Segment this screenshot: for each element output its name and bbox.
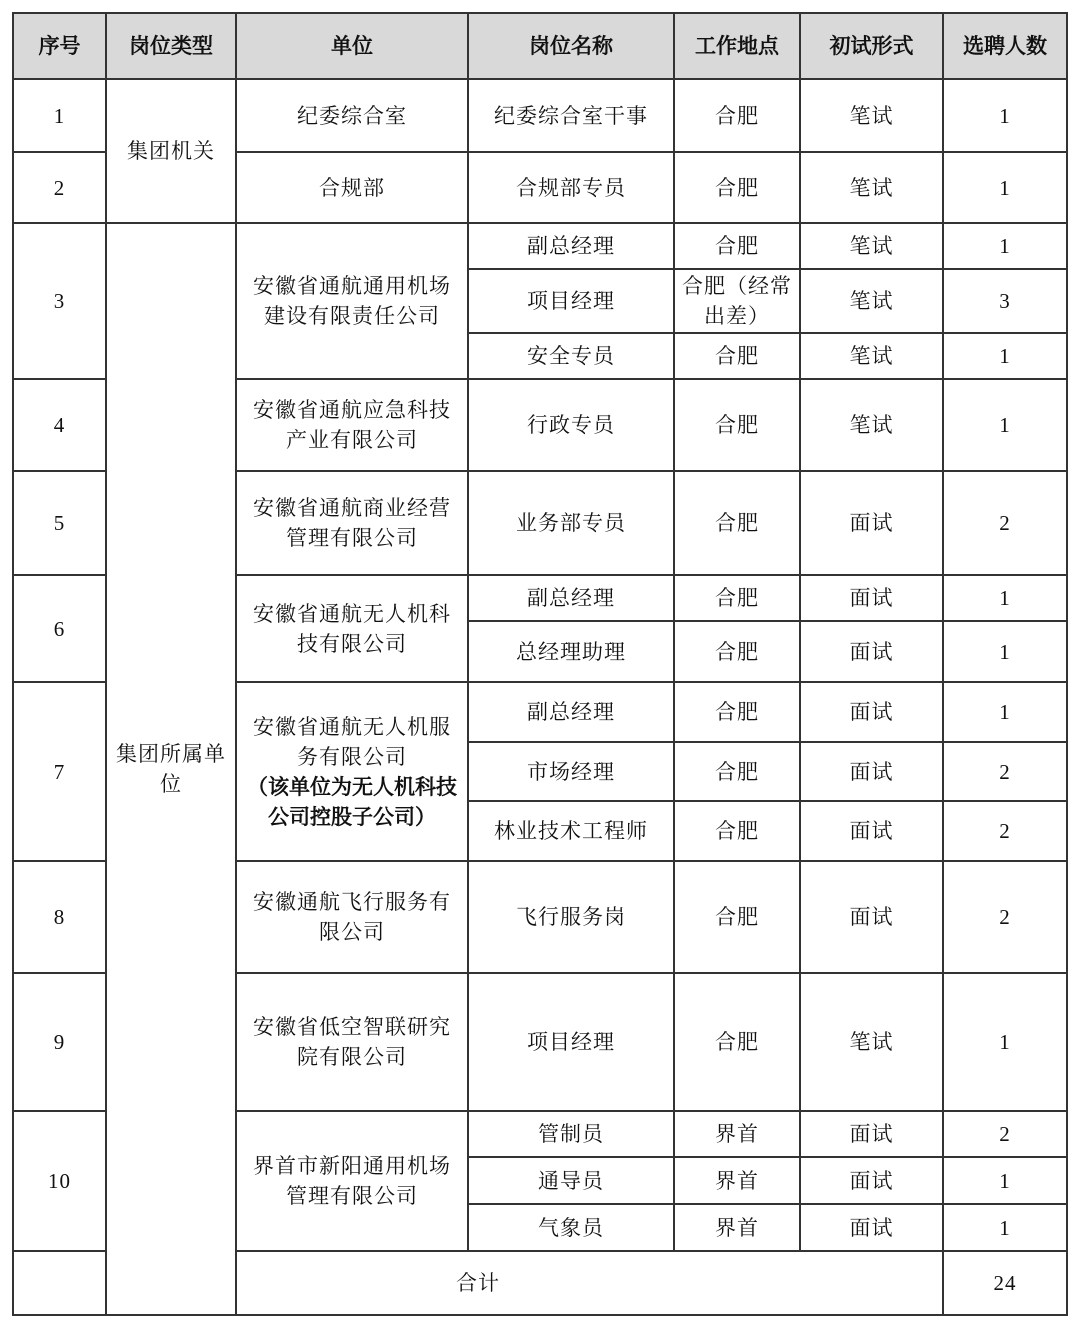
unit-cell bbox=[236, 682, 468, 861]
location-cell: 合肥 bbox=[674, 575, 800, 621]
unit-cell: 安徽省通航应急科技产业有限公司 bbox=[236, 379, 468, 471]
seq-cell: 3 bbox=[13, 223, 106, 379]
total-row bbox=[13, 1251, 1067, 1315]
seq-cell: 1 bbox=[13, 79, 106, 152]
location-cell: 合肥 bbox=[674, 379, 800, 471]
header-unit: 单位 bbox=[236, 13, 468, 79]
total-label: 合计 bbox=[13, 1251, 943, 1315]
location-cell: 合肥 bbox=[674, 621, 800, 682]
count-cell: 1 bbox=[943, 1157, 1067, 1204]
header-position: 岗位名称 bbox=[468, 13, 674, 79]
unit-note: （该单位为无人机科技公司控股子公司） bbox=[247, 774, 457, 829]
unit-cell: 安徽省通航无人机科技有限公司 bbox=[236, 575, 468, 682]
position-cell: 飞行服务岗 bbox=[468, 861, 674, 973]
exam-cell: 笔试 bbox=[800, 269, 943, 333]
seq-cell: 7 bbox=[13, 682, 106, 861]
unit-cell: 安徽省通航商业经营管理有限公司 bbox=[236, 471, 468, 575]
count-cell: 1 bbox=[943, 379, 1067, 471]
category-cell-subsidiaries: 集团所属单位 bbox=[106, 223, 236, 1315]
exam-cell: 面试 bbox=[800, 471, 943, 575]
count-cell: 2 bbox=[943, 1111, 1067, 1157]
total-count: 24 bbox=[943, 1251, 1067, 1315]
count-cell: 2 bbox=[943, 471, 1067, 575]
count-cell: 2 bbox=[943, 861, 1067, 973]
unit-cell: 安徽通航飞行服务有限公司 bbox=[236, 861, 468, 973]
seq-cell: 9 bbox=[13, 973, 106, 1111]
location-cell: 合肥 bbox=[674, 223, 800, 269]
unit-cell: 界首市新阳通用机场管理有限公司 bbox=[236, 1111, 468, 1251]
position-cell: 项目经理 bbox=[468, 973, 674, 1111]
unit-cell: 合规部 bbox=[236, 152, 468, 223]
position-cell: 气象员 bbox=[468, 1204, 674, 1251]
exam-cell: 笔试 bbox=[800, 152, 943, 223]
count-cell: 2 bbox=[943, 742, 1067, 801]
location-cell: 合肥 bbox=[674, 742, 800, 801]
header-location: 工作地点 bbox=[674, 13, 800, 79]
exam-cell: 笔试 bbox=[800, 333, 943, 379]
position-cell: 合规部专员 bbox=[468, 152, 674, 223]
location-cell: 合肥 bbox=[674, 333, 800, 379]
location-cell: 合肥 bbox=[674, 861, 800, 973]
location-cell: 合肥 bbox=[674, 801, 800, 861]
exam-cell: 面试 bbox=[800, 682, 943, 742]
location-cell: 界首 bbox=[674, 1157, 800, 1204]
location-cell: 合肥 bbox=[674, 973, 800, 1111]
exam-cell: 面试 bbox=[800, 742, 943, 801]
location-cell: 合肥 bbox=[674, 79, 800, 152]
seq-cell: 6 bbox=[13, 575, 106, 682]
exam-cell: 笔试 bbox=[800, 79, 943, 152]
count-cell: 3 bbox=[943, 269, 1067, 333]
exam-cell: 面试 bbox=[800, 861, 943, 973]
position-cell: 副总经理 bbox=[468, 575, 674, 621]
exam-cell: 面试 bbox=[800, 621, 943, 682]
category-cell-group-hq: 集团机关 bbox=[106, 79, 236, 223]
header-seq: 序号 bbox=[13, 13, 106, 79]
count-cell: 1 bbox=[943, 621, 1067, 682]
position-cell: 副总经理 bbox=[468, 223, 674, 269]
table-row bbox=[13, 223, 1067, 269]
exam-cell: 面试 bbox=[800, 1204, 943, 1251]
position-cell: 总经理助理 bbox=[468, 621, 674, 682]
exam-cell: 笔试 bbox=[800, 973, 943, 1111]
unit-name: 安徽省通航无人机服务有限公司 bbox=[253, 714, 451, 769]
seq-cell: 2 bbox=[13, 152, 106, 223]
exam-cell: 面试 bbox=[800, 575, 943, 621]
recruitment-table-container bbox=[12, 12, 1068, 1316]
count-cell: 2 bbox=[943, 801, 1067, 861]
position-cell: 业务部专员 bbox=[468, 471, 674, 575]
position-cell: 通导员 bbox=[468, 1157, 674, 1204]
seq-cell: 5 bbox=[13, 471, 106, 575]
count-cell: 1 bbox=[943, 79, 1067, 152]
position-cell: 林业技术工程师 bbox=[468, 801, 674, 861]
unit-cell: 安徽省通航通用机场建设有限责任公司 bbox=[236, 223, 468, 379]
position-cell: 副总经理 bbox=[468, 682, 674, 742]
exam-cell: 笔试 bbox=[800, 223, 943, 269]
count-cell: 1 bbox=[943, 575, 1067, 621]
exam-cell: 笔试 bbox=[800, 379, 943, 471]
location-cell: 界首 bbox=[674, 1111, 800, 1157]
count-cell: 1 bbox=[943, 682, 1067, 742]
header-category: 岗位类型 bbox=[106, 13, 236, 79]
unit-cell: 纪委综合室 bbox=[236, 79, 468, 152]
count-cell: 1 bbox=[943, 152, 1067, 223]
recruitment-table bbox=[12, 12, 1068, 1316]
location-cell: 合肥 bbox=[674, 682, 800, 742]
header-exam: 初试形式 bbox=[800, 13, 943, 79]
header-row bbox=[13, 13, 1067, 79]
location-cell: 合肥（经常出差） bbox=[674, 269, 800, 333]
location-cell: 界首 bbox=[674, 1204, 800, 1251]
position-cell: 管制员 bbox=[468, 1111, 674, 1157]
position-cell: 安全专员 bbox=[468, 333, 674, 379]
position-cell: 行政专员 bbox=[468, 379, 674, 471]
table-row bbox=[13, 79, 1067, 152]
count-cell: 1 bbox=[943, 223, 1067, 269]
exam-cell: 面试 bbox=[800, 1111, 943, 1157]
seq-cell: 4 bbox=[13, 379, 106, 471]
position-cell: 项目经理 bbox=[468, 269, 674, 333]
exam-cell: 面试 bbox=[800, 801, 943, 861]
position-cell: 市场经理 bbox=[468, 742, 674, 801]
count-cell: 1 bbox=[943, 333, 1067, 379]
position-cell: 纪委综合室干事 bbox=[468, 79, 674, 152]
count-cell: 1 bbox=[943, 1204, 1067, 1251]
header-count: 选聘人数 bbox=[943, 13, 1067, 79]
count-cell: 1 bbox=[943, 973, 1067, 1111]
seq-cell: 8 bbox=[13, 861, 106, 973]
location-cell: 合肥 bbox=[674, 152, 800, 223]
unit-cell: 安徽省低空智联研究院有限公司 bbox=[236, 973, 468, 1111]
location-cell: 合肥 bbox=[674, 471, 800, 575]
seq-cell: 10 bbox=[13, 1111, 106, 1251]
exam-cell: 面试 bbox=[800, 1157, 943, 1204]
